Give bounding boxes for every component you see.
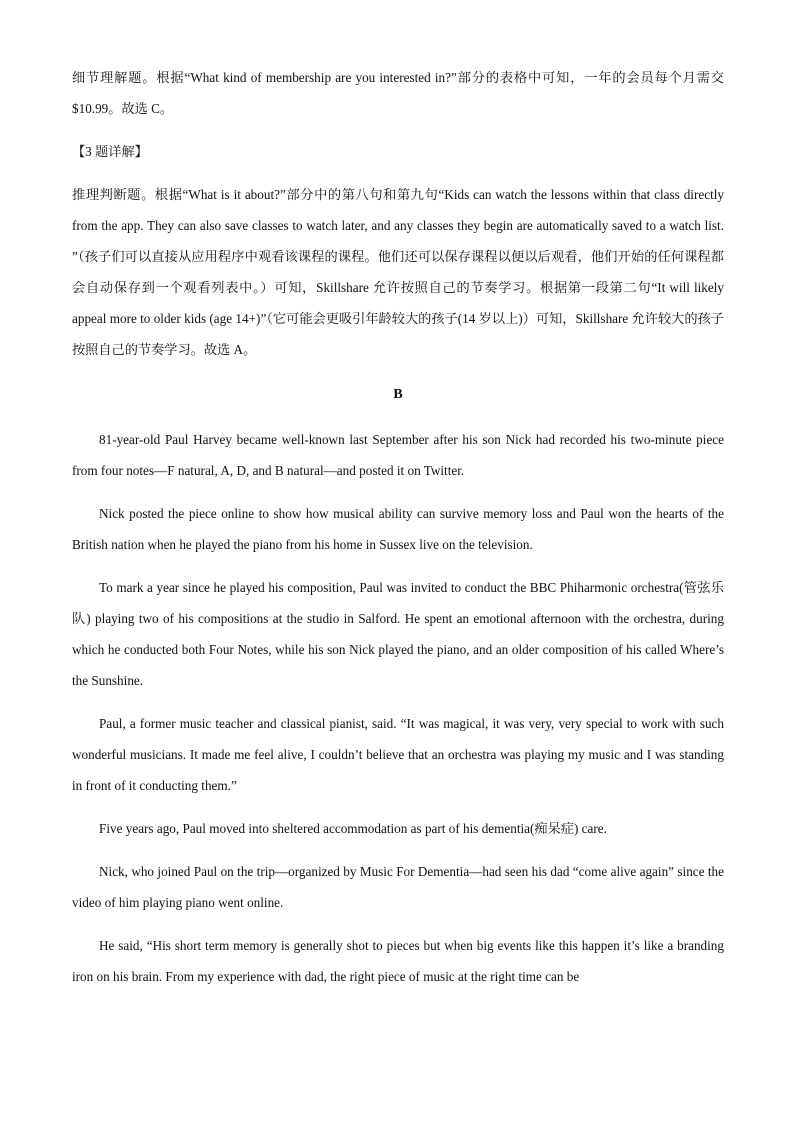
passage-paragraph: 81-year-old Paul Harvey became well-known last September after his son Nick had recorded his two-minute piece from four notes—F natural, A, D, and B natural—and posted it on Twitter. [72,432,724,478]
passage-paragraph: Nick, who joined Paul on the trip—organized by Music For Dementia—had seen his dad “come alive again” since the video of him playing piano went online. [72,864,724,910]
q3-label: 【3 题详解】 [72,144,148,159]
passage-paragraph: He said, “His short term memory is generally shot to pieces but when big events like this happen it’s like a branding iron on his brain. From my experience with dad, the right piece of music at the right time can be [72,938,724,984]
document-page [72,62,724,992]
section-b-heading: B [393,387,403,402]
q2-explanation: 细节理解题。根据“What kind of membership are you interested in?”部分的表格中可知，一年的会员每个月需交$10.99。故选 C。 [72,70,724,116]
q3-explanation: 推理判断题。根据“What is it about?”部分中的第八句和第九句“Kids can watch the lessons within that class directly from the app. They can also save classes to watch later, and any classes they begin are automatically saved to a watch list. ”（孩子们可以直接从应用程序中观看该课程的课程。他们还可以保存课程以便以后观看，他们开始的任何课程都会自动保存到一个观看列表中。）可知，Skillshare 允许按照自己的节奏学习。根据第一段第二句“It will likely appeal more to older kids (age 14+)”（它可能会更吸引年龄较大的孩子(14 岁以上)）可知，Skillshare 允许较大的孩子按照自己的节奏学习。故选 A。 [72,187,724,357]
passage-paragraph: Paul, a former music teacher and classical pianist, said. “It was magical, it was very, very special to work with such wonderful musicians. It made me feel alive, I couldn’t believe that an orchestra was playing my music and I was standing in front of it conducting them.” [72,716,724,793]
passage-paragraph: To mark a year since he played his composition, Paul was invited to conduct the BBC Phiharmonic orchestra(管弦乐队) playing two of his compositions at the studio in Salford. He spent an emotional afternoon with the orchestra, during which he conducted both Four Notes, while his son Nick played the piano, and an older composition of his called Where’s the Sunshine. [72,580,724,688]
passage-paragraph: Five years ago, Paul moved into sheltered accommodation as part of his dementia(痴呆症) care. [99,821,607,836]
passage-paragraph: Nick posted the piece online to show how musical ability can survive memory loss and Paul won the hearts of the British nation when he played the piano from his home in Sussex live on the television. [72,506,724,552]
